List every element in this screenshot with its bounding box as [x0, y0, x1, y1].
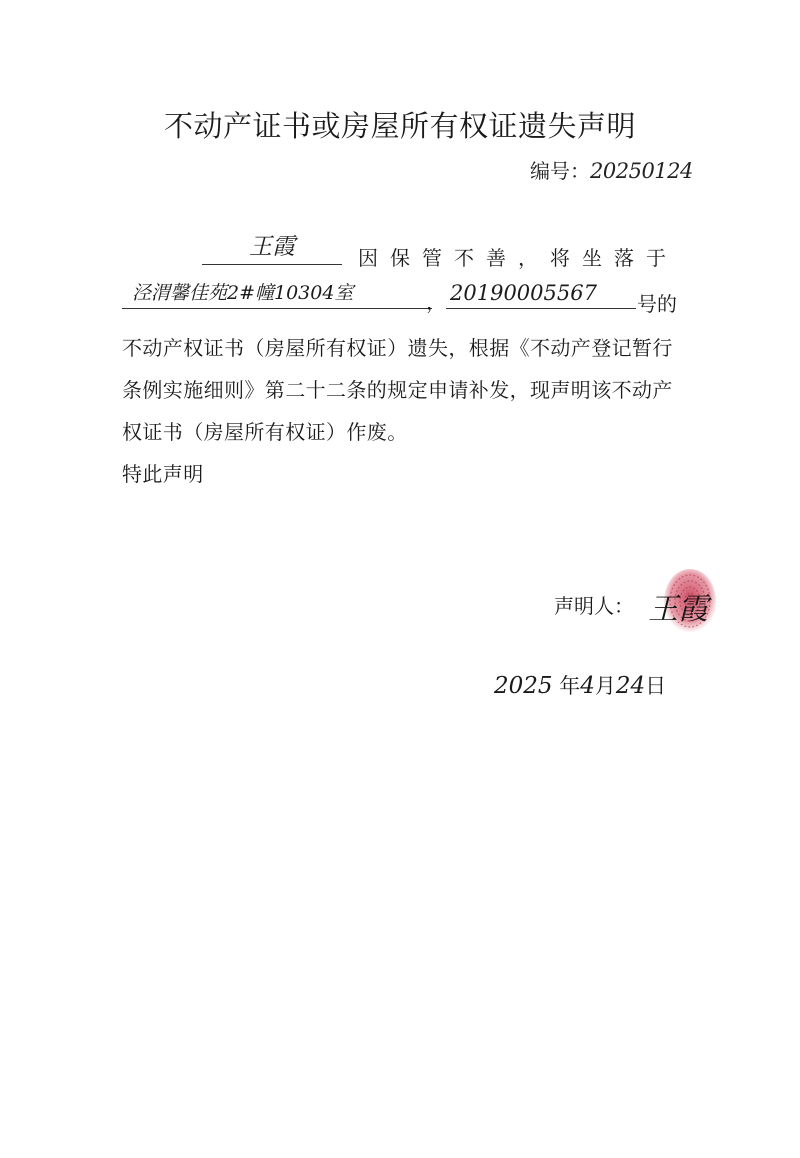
body-line-5: 权证书（房屋所有权证）作废。: [122, 420, 408, 444]
after-name-text: 因保管不善，将坐落于: [358, 246, 678, 270]
date-day-unit: 日: [645, 674, 667, 698]
certificate-number-field: [446, 278, 636, 309]
document-title: 不动产证书或房屋所有权证遗失声明: [163, 109, 636, 143]
body-line-4: 条例实施细则》第二十二条的规定申请补发，现声明该不动产: [122, 378, 673, 402]
date-month-unit: 月: [594, 674, 616, 698]
body-line-3: 不动产权证书（房屋所有权证）遗失，根据《不动产登记暂行: [122, 336, 673, 360]
certificate-number: 20190005567: [450, 281, 597, 305]
after-certificate-text: 号的: [637, 292, 677, 316]
serial-label: 编号：: [530, 159, 590, 183]
declarant-name-field: [202, 232, 342, 265]
date-year: 2025: [494, 673, 553, 699]
serial-number-line: [530, 155, 693, 184]
declarant-label: 声明人：: [554, 594, 634, 618]
date-month: 4: [580, 673, 595, 699]
declaration-date: [494, 670, 666, 700]
signature-name: 王霞: [648, 592, 708, 627]
closing-text: 特此声明: [122, 462, 204, 486]
declarant-name: 王霞: [249, 234, 295, 260]
date-year-unit: 年: [559, 674, 581, 698]
property-address-field: [122, 278, 432, 309]
property-address: 泾渭馨佳苑2#幢10304室: [132, 282, 354, 304]
serial-number: 20250124: [590, 159, 693, 183]
date-day: 24: [615, 673, 646, 699]
address-comma: ，: [426, 290, 446, 314]
